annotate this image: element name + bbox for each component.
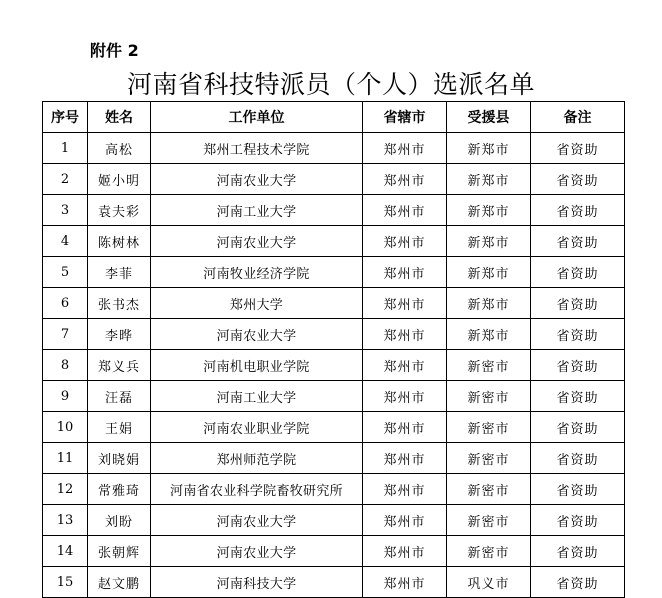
table-row [43,474,625,505]
cell-county: 新郑市 [447,133,531,164]
cell-name: 刘盼 [88,505,151,536]
cell-index: 1 [43,133,88,164]
cell-note: 省资助 [531,288,625,319]
cell-note: 省资助 [531,381,625,412]
cell-county: 新郑市 [447,288,531,319]
cell-note: 省资助 [531,443,625,474]
cell-county: 新密市 [447,536,531,567]
cell-city: 郑州市 [363,257,447,288]
cell-city: 郑州市 [363,226,447,257]
table-body [43,133,625,598]
table-header-row [43,102,625,133]
cell-unit: 河南机电职业学院 [151,350,363,381]
cell-name: 袁夫彩 [88,195,151,226]
cell-index: 2 [43,164,88,195]
cell-county: 新密市 [447,443,531,474]
header-index: 序号 [43,102,88,133]
cell-unit: 河南农业大学 [151,226,363,257]
cell-city: 郑州市 [363,536,447,567]
cell-note: 省资助 [531,195,625,226]
cell-name: 张朝辉 [88,536,151,567]
table-row [43,505,625,536]
table-row [43,381,625,412]
cell-note: 省资助 [531,350,625,381]
cell-name: 陈树林 [88,226,151,257]
cell-city: 郑州市 [363,567,447,598]
cell-name: 常雅琦 [88,474,151,505]
cell-county: 新郑市 [447,257,531,288]
cell-county: 新郑市 [447,226,531,257]
cell-county: 新郑市 [447,164,531,195]
cell-name: 高松 [88,133,151,164]
cell-note: 省资助 [531,257,625,288]
cell-name: 赵文鹏 [88,567,151,598]
cell-unit: 郑州师范学院 [151,443,363,474]
cell-unit: 河南农业大学 [151,505,363,536]
cell-index: 4 [43,226,88,257]
table-row [43,195,625,226]
cell-county: 新郑市 [447,195,531,226]
cell-index: 10 [43,412,88,443]
document-title: 河南省科技特派员（个人）选派名单 [126,70,535,99]
table-row [43,133,625,164]
header-name: 姓名 [88,102,151,133]
table-row [43,350,625,381]
attachment-label: 附件 2 [90,41,139,60]
cell-name: 张书杰 [88,288,151,319]
cell-city: 郑州市 [363,350,447,381]
cell-note: 省资助 [531,319,625,350]
cell-note: 省资助 [531,226,625,257]
table-row [43,319,625,350]
cell-county: 新密市 [447,474,531,505]
cell-city: 郑州市 [363,381,447,412]
cell-name: 李晔 [88,319,151,350]
cell-unit: 郑州工程技术学院 [151,133,363,164]
header-county: 受援县 [447,102,531,133]
cell-city: 郑州市 [363,195,447,226]
cell-county: 巩义市 [447,567,531,598]
cell-city: 郑州市 [363,443,447,474]
cell-unit: 河南农业职业学院 [151,412,363,443]
table-row [43,412,625,443]
table-row [43,536,625,567]
cell-name: 刘晓娟 [88,443,151,474]
cell-city: 郑州市 [363,288,447,319]
cell-city: 郑州市 [363,133,447,164]
table-row [43,567,625,598]
cell-index: 12 [43,474,88,505]
header-note: 备注 [531,102,625,133]
personnel-table [42,101,625,598]
cell-county: 新密市 [447,381,531,412]
cell-note: 省资助 [531,536,625,567]
cell-note: 省资助 [531,505,625,536]
cell-city: 郑州市 [363,505,447,536]
cell-index: 8 [43,350,88,381]
cell-index: 3 [43,195,88,226]
cell-county: 新密市 [447,350,531,381]
cell-name: 李菲 [88,257,151,288]
cell-city: 郑州市 [363,412,447,443]
cell-note: 省资助 [531,474,625,505]
cell-name: 王娟 [88,412,151,443]
table-row [43,443,625,474]
cell-city: 郑州市 [363,164,447,195]
cell-name: 郑义兵 [88,350,151,381]
cell-name: 汪磊 [88,381,151,412]
cell-county: 新密市 [447,505,531,536]
table-row [43,257,625,288]
cell-index: 13 [43,505,88,536]
cell-index: 7 [43,319,88,350]
cell-city: 郑州市 [363,474,447,505]
table-row [43,164,625,195]
cell-index: 11 [43,443,88,474]
cell-unit: 河南科技大学 [151,567,363,598]
cell-index: 5 [43,257,88,288]
cell-unit: 河南农业大学 [151,536,363,567]
cell-name: 姬小明 [88,164,151,195]
table-row [43,288,625,319]
cell-unit: 河南工业大学 [151,381,363,412]
header-city: 省辖市 [363,102,447,133]
cell-index: 9 [43,381,88,412]
table-row [43,226,625,257]
cell-index: 15 [43,567,88,598]
cell-county: 新郑市 [447,319,531,350]
cell-note: 省资助 [531,567,625,598]
cell-unit: 河南省农业科学院畜牧研究所 [151,474,363,505]
cell-index: 14 [43,536,88,567]
cell-unit: 河南农业大学 [151,164,363,195]
cell-unit: 郑州大学 [151,288,363,319]
header-unit: 工作单位 [151,102,363,133]
cell-note: 省资助 [531,164,625,195]
cell-note: 省资助 [531,133,625,164]
cell-city: 郑州市 [363,319,447,350]
cell-county: 新密市 [447,412,531,443]
cell-unit: 河南牧业经济学院 [151,257,363,288]
cell-index: 6 [43,288,88,319]
cell-note: 省资助 [531,412,625,443]
cell-unit: 河南工业大学 [151,195,363,226]
cell-unit: 河南农业大学 [151,319,363,350]
